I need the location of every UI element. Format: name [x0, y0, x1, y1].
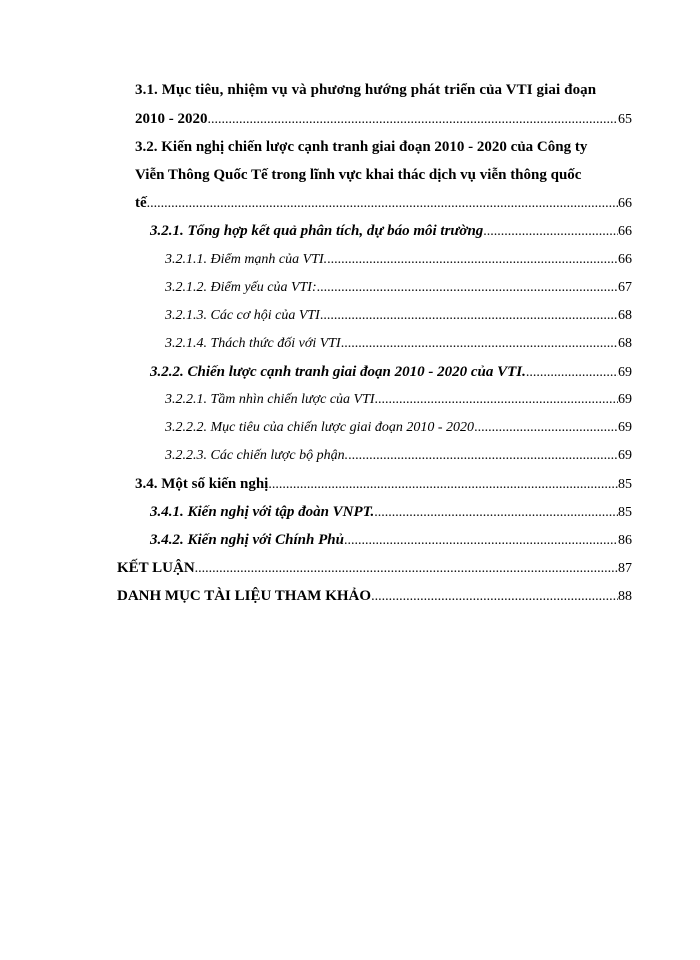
dot-leader [344, 532, 618, 550]
toc-entry-3-1-line2[interactable] [135, 110, 632, 129]
toc-entry-3-2-title-line3: tế [135, 195, 147, 211]
toc-entry-3-2-2[interactable] [150, 363, 632, 382]
toc-entry-3-2-2-2[interactable] [165, 419, 632, 437]
toc-entry-3-2-2-3-title: 3.2.2.3. Các chiến lược bộ phận. [165, 448, 349, 463]
toc-entry-conclusion[interactable] [117, 559, 632, 578]
toc-entry-3-2-2-page: 69 [618, 365, 632, 380]
toc-entry-3-2-1-page: 66 [618, 224, 632, 239]
dot-leader [375, 391, 618, 409]
dot-leader [374, 504, 618, 522]
toc-entry-3-2-line3[interactable] [135, 194, 632, 213]
toc-entry-3-2-1-2[interactable] [165, 279, 632, 297]
toc-entry-3-1-title-line1: 3.1. Mục tiêu, nhiệm vụ và phương hướng phát triển của VTI giai đoạn [135, 82, 597, 98]
toc-entry-3-4-1[interactable] [150, 503, 632, 522]
toc-entry-3-1-title-line2: 2010 - 2020 [135, 111, 208, 127]
toc-entry-conclusion-page: 87 [618, 561, 632, 576]
toc-entry-3-2-1-3[interactable] [165, 307, 632, 325]
toc-entry-3-2-1-4-page: 68 [618, 336, 632, 351]
toc-entry-3-2-1-title: 3.2.1. Tổng hợp kết quả phân tích, dự báo môi trường [150, 223, 484, 239]
toc-entry-3-4-2-page: 86 [618, 533, 632, 548]
toc-entry-3-2-title-line1: 3.2. Kiến nghị chiến lược cạnh tranh giai đoạn 2010 - 2020 của Công ty [135, 139, 588, 155]
toc-entry-3-2-2-1[interactable] [165, 391, 632, 409]
dot-leader [371, 588, 618, 606]
toc-entry-3-2-2-3-page: 69 [618, 448, 632, 463]
dot-leader [320, 307, 618, 325]
dot-leader [327, 251, 618, 269]
toc-entry-3-2-1-3-page: 68 [618, 308, 632, 323]
dot-leader [341, 335, 618, 353]
dot-leader [195, 560, 618, 578]
toc-entry-3-2-1-3-title: 3.2.1.3. Các cơ hội của VTI [165, 308, 320, 323]
toc-entry-3-2-2-title: 3.2.2. Chiến lược cạnh tranh giai đoạn 2010 - 2020 của VTI. [150, 364, 526, 380]
toc-entry-references-page: 88 [618, 589, 632, 604]
toc-entry-3-2-1-4[interactable] [165, 335, 632, 353]
toc-entry-3-4-2[interactable] [150, 531, 632, 550]
toc-entry-3-2-line1[interactable] [135, 138, 632, 156]
toc-entry-3-2-1-1[interactable] [165, 251, 632, 269]
toc-entry-3-4-1-title: 3.4.1. Kiến nghị với tập đoàn VNPT. [150, 504, 375, 520]
toc-entry-3-2-line2[interactable] [135, 166, 632, 184]
toc-entry-3-4[interactable] [135, 475, 632, 494]
toc-entry-3-2-2-2-page: 69 [618, 420, 632, 435]
toc-entry-3-4-page: 85 [618, 477, 632, 492]
toc-entry-3-4-title: 3.4. Một số kiến nghị [135, 476, 269, 492]
dot-leader [526, 364, 618, 382]
toc-entry-3-2-1-1-page: 66 [618, 252, 632, 267]
dot-leader [348, 447, 618, 465]
dot-leader [317, 279, 618, 297]
toc-entry-3-2-2-1-page: 69 [618, 392, 632, 407]
toc-entry-3-2-1-2-page: 67 [618, 280, 632, 295]
dot-leader [474, 419, 618, 437]
dot-leader [147, 195, 618, 213]
toc-entry-3-2-page: 66 [618, 196, 632, 211]
toc-entry-3-1-line1[interactable] [135, 81, 632, 99]
toc-entry-3-1-page: 65 [618, 112, 632, 127]
toc-entry-references[interactable] [117, 587, 632, 606]
toc-entry-3-4-1-page: 85 [618, 505, 632, 520]
toc-entry-3-2-2-1-title: 3.2.2.1. Tầm nhìn chiến lược của VTI [165, 392, 375, 407]
dot-leader [208, 111, 619, 129]
toc-entry-3-2-2-2-title: 3.2.2.2. Mục tiêu của chiến lược giai đoạn 2010 - 2020 [165, 420, 475, 435]
toc-entry-references-title: DANH MỤC TÀI LIỆU THAM KHẢO [117, 588, 372, 604]
toc-entry-3-2-title-line2: Viễn Thông Quốc Tế trong lĩnh vực khai thác dịch vụ viễn thông quốc [135, 167, 582, 183]
dot-leader [268, 476, 618, 494]
toc-entry-3-2-1[interactable] [150, 222, 632, 241]
toc-entry-3-4-2-title: 3.4.2. Kiến nghị với Chính Phủ [150, 532, 344, 548]
toc-entry-3-2-1-4-title: 3.2.1.4. Thách thức đối với VTI [165, 336, 341, 351]
toc-entry-3-2-2-3[interactable] [165, 447, 632, 465]
toc-entry-3-2-1-1-title: 3.2.1.1. Điểm mạnh của VTI. [165, 252, 328, 267]
dot-leader [483, 223, 618, 241]
toc-entry-3-2-1-2-title: 3.2.1.2. Điểm yếu của VTI: [165, 280, 317, 295]
toc-entry-conclusion-title: KẾT LUẬN [117, 560, 195, 576]
